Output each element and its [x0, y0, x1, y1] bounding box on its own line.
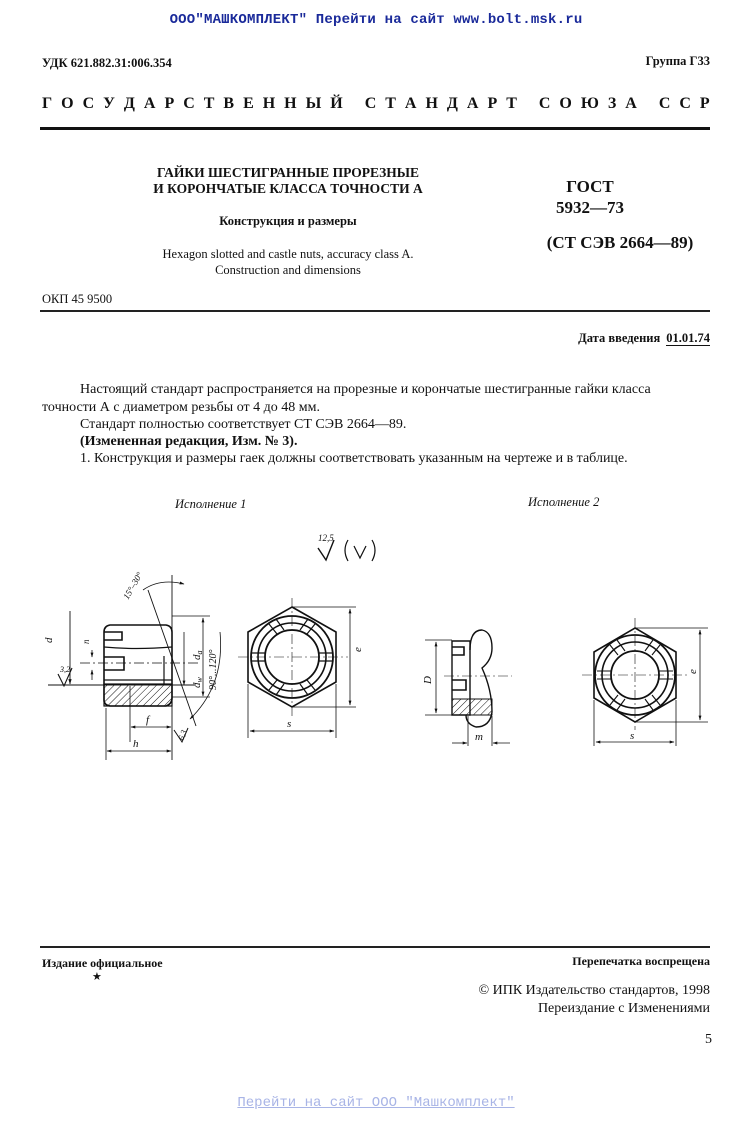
- dim-h-label: h: [133, 738, 139, 750]
- heading-letter: Н: [425, 95, 438, 112]
- dim-f-label: f: [146, 714, 150, 726]
- heading-letter: Р: [487, 95, 498, 112]
- heading-letter: Е: [243, 95, 254, 112]
- site-link-bottom[interactable]: Перейти на сайт ООО "Машкомплект": [237, 1095, 515, 1111]
- heading-letter: А: [404, 95, 417, 112]
- paragraph-amendment: (Измененная редакция, Изм. № 3).: [80, 434, 298, 449]
- technical-drawing: [0, 520, 752, 770]
- heading-letter: С: [183, 95, 195, 112]
- variant-1-top-view: [238, 598, 356, 738]
- heading-letter: З: [607, 95, 617, 112]
- reissue-line: Переиздание с Изменениями: [537, 1001, 710, 1016]
- title-block-rule: [40, 310, 710, 312]
- variant-1-caption: Исполнение 1: [175, 497, 247, 511]
- dim-e-label-2: e: [687, 669, 699, 674]
- english-title: [130, 246, 446, 278]
- heading-letter: А: [625, 95, 637, 112]
- dim-dw-label: dw: [191, 677, 204, 688]
- heading-letter: Т: [385, 95, 396, 112]
- state-standard-heading: [42, 95, 710, 113]
- intro-date-label: Дата введения: [578, 331, 661, 345]
- heading-letter: С: [679, 95, 691, 112]
- gost-label: ГОСТ: [566, 177, 614, 196]
- dim-da-label: da: [191, 650, 204, 660]
- heading-letter: Р: [699, 95, 710, 112]
- heading-letter: У: [103, 95, 115, 112]
- paragraph-compliance: Стандарт полностью соответствует СТ СЭВ 2664—89.: [80, 417, 407, 432]
- variant-2-caption: Исполнение 2: [528, 495, 600, 509]
- st-sev-number: (СТ СЭВ 2664—89): [546, 233, 694, 252]
- dim-d-label: d: [43, 637, 55, 643]
- header-rule: [40, 127, 710, 130]
- official-edition: Издание официальное: [42, 956, 163, 970]
- heading-letter: [646, 95, 650, 113]
- heading-letter: С: [658, 95, 671, 112]
- roughness-symbol-main: [318, 540, 375, 561]
- heading-letter: Д: [446, 95, 458, 112]
- copyright-line: © ИПК Издательство стандартов, 1998: [478, 983, 710, 998]
- udk-code: УДК 621.882.31:006.354: [42, 56, 172, 70]
- heading-letter: А: [466, 95, 479, 112]
- title-line-1: ГАЙКИ ШЕСТИГРАННЫЕ ПРОРЕЗНЫЕ: [156, 165, 420, 180]
- document-subtitle: Конструкция и размеры: [219, 214, 357, 228]
- gost-number: [520, 176, 660, 218]
- heading-letter: Р: [164, 95, 175, 112]
- intro-date: [578, 331, 710, 346]
- copyright-block: [478, 982, 710, 1018]
- dim-D-label: D: [422, 676, 434, 684]
- variant-2-side-view: [425, 630, 512, 746]
- heading-letter: В: [223, 95, 235, 112]
- heading-letter: Т: [506, 95, 517, 112]
- heading-letter: Ю: [580, 95, 599, 112]
- roughness-chamfer-value: 6,3: [176, 728, 189, 742]
- heading-letter: Й: [330, 95, 343, 112]
- heading-letter: О: [559, 95, 572, 112]
- heading-letter: Д: [123, 95, 135, 112]
- heading-letter: О: [61, 95, 74, 112]
- dim-e-label-1: e: [352, 647, 364, 652]
- document-title: [138, 165, 438, 197]
- heading-letter: [352, 95, 356, 113]
- variant-1-side-view: [48, 575, 221, 760]
- footer-rule: [40, 946, 710, 948]
- title-line-2: И КОРОНЧАТЫЕ КЛАССА ТОЧНОСТИ А: [153, 181, 423, 196]
- intro-date-value: 01.01.74: [666, 331, 710, 345]
- variant-2-top-view: [582, 618, 708, 746]
- heading-letter: Т: [203, 95, 215, 112]
- site-link-top[interactable]: ООО"МАШКОМПЛЕКТ" Перейти на сайт www.bolt.msk.ru: [169, 12, 583, 28]
- dim-m-label: m: [475, 731, 483, 743]
- english-line-1: Hexagon slotted and castle nuts, accuracy class A.: [162, 247, 414, 261]
- heading-letter: С: [538, 95, 551, 112]
- reprint-prohibited: Перепечатка воспрещена: [572, 954, 710, 968]
- heading-letter: А: [143, 95, 156, 112]
- paragraph-clause-1: 1. Конструкция и размеры гаек должны соответствовать указанным на чертеже и в таблице.: [80, 451, 628, 466]
- roughness-local-value: 3,2: [60, 665, 70, 674]
- okp-code: ОКП 45 9500: [42, 292, 113, 306]
- group-code: Группа Г33: [645, 54, 710, 68]
- heading-letter: Н: [284, 95, 297, 112]
- heading-letter: Н: [262, 95, 276, 112]
- heading-letter: [526, 95, 530, 113]
- roughness-main-value: 12,5: [318, 533, 334, 543]
- dim-s-label-1: s: [287, 718, 292, 730]
- heading-letter: С: [82, 95, 95, 112]
- paragraph-scope-line-1: Настоящий стандарт распространяется на прорезные и корончатые шестигранные гайки класса: [80, 382, 651, 397]
- dim-n-label: n: [81, 639, 91, 644]
- english-line-2: Construction and dimensions: [215, 263, 361, 277]
- dim-s-label-2: s: [630, 730, 635, 742]
- angle-top-label: 15°–30°: [121, 570, 145, 601]
- star-mark: ★: [92, 971, 102, 983]
- angle-bottom-label: 90°...120°: [208, 649, 219, 690]
- paragraph-scope-line-2: точности А с диаметром резьбы от 4 до 48 мм.: [42, 400, 320, 415]
- heading-letter: С: [364, 95, 377, 112]
- heading-letter: Г: [42, 95, 53, 112]
- page-number: 5: [705, 1032, 712, 1047]
- gost-code: 5932—73: [556, 198, 624, 217]
- heading-letter: Ы: [305, 95, 322, 112]
- paragraph-scope: [42, 381, 712, 399]
